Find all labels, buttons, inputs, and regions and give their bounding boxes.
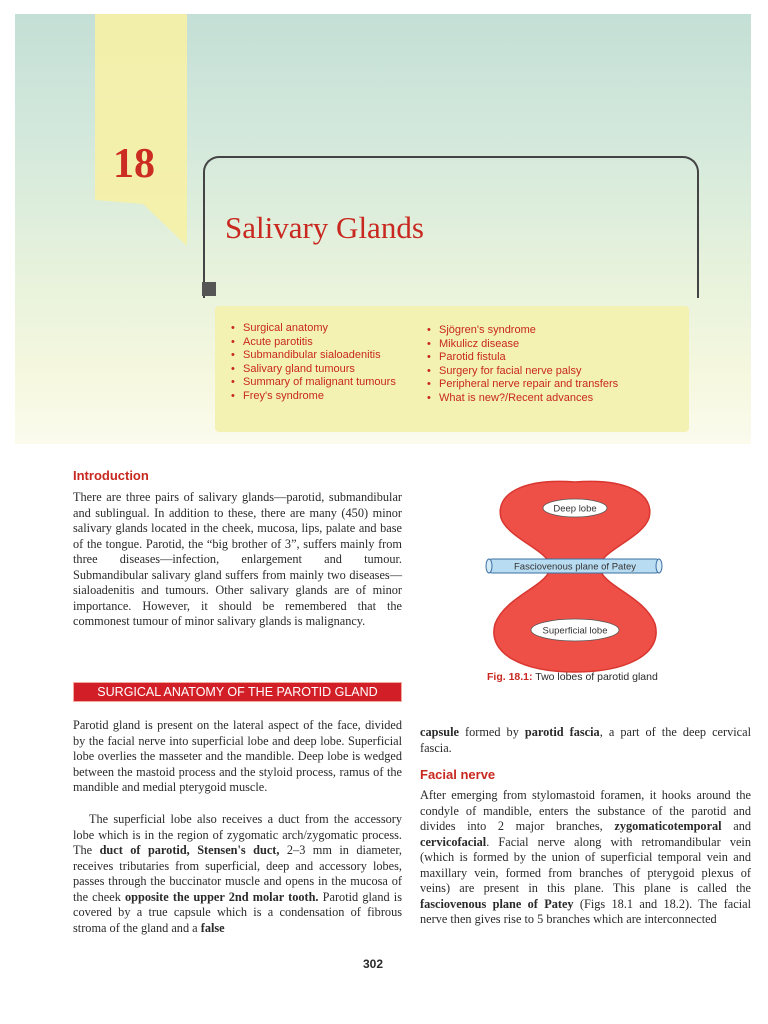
facial-nerve-paragraph: After emerging from stylomastoid foramen, it hooks around the condyle of mandible, enters the substance of the parotid and divides into 2 major branches, zygomaticotemporal and cervicofacial. Facial nerve along with retromandibular vein (which is formed by the union of superficial temporal vein and maxillary vein, formed from branches of pterygoid plexus of veins) are present in this plane. This plane is called the fasciovenous plane of Patey (Figs 18.1 and 18.2). The facial nerve then gives rise to 5 branches which are interconnected	[420, 788, 751, 926]
section-banner	[73, 682, 402, 702]
contents-item: • Acute parotitis	[231, 336, 396, 350]
deep-lobe-label: Deep lobe	[553, 503, 597, 515]
contents-item: • Mikulicz disease	[427, 338, 618, 352]
superficial-lobe-label: Superficial lobe	[542, 625, 608, 637]
chapter-title: Salivary Glands	[225, 210, 424, 245]
contents-item: • Frey's syndrome	[231, 390, 396, 404]
introduction-heading: Introduction	[73, 468, 149, 483]
parotid-lobes-figure	[477, 476, 673, 676]
anatomy-paragraph-continued: capsule formed by parotid fascia, a part of the deep cervical fascia.	[420, 725, 752, 755]
contents-list-left	[231, 322, 396, 404]
chapter-contents-box	[215, 306, 689, 432]
contents-item: • Submandibular sialoadenitis	[231, 349, 396, 363]
anatomy-paragraph-1: Parotid gland is present on the lateral aspect of the face, divided by the facial nerve into superficial lobe and deep lobe. Superficial lobe overlies the masseter and the mandible. Deep lobe is wedged between the mastoid process and the styloid process, ramus of the mandible and medial pterygoid muscle.	[73, 718, 402, 794]
figure-caption-number: Fig. 18.1:	[487, 671, 533, 683]
section-banner-label: SURGICAL ANATOMY OF THE PAROTID GLAND	[97, 685, 378, 699]
chapter-tab	[95, 14, 187, 246]
frame-marker	[202, 282, 216, 296]
contents-item: • Salivary gland tumours	[231, 363, 396, 377]
page-number: 302	[363, 957, 384, 971]
contents-item: • Sjögren's syndrome	[427, 324, 618, 338]
figure-caption-text: Two lobes of parotid gland	[535, 671, 658, 683]
contents-list-right	[427, 324, 618, 406]
deep-lobe-shape	[500, 481, 650, 562]
introduction-paragraph: There are three pairs of salivary glands—parotid, submandibular and sublingual. In addition to these, there are many (450) minor salivary glands located in the cheek, mucosa, lips, palate and base of the tongue. Parotid, the “big brother of 3”, suffers mainly from three diseases—infection, enlargement and tumour. Submandibular salivary gland suffers from mainly two diseases—sialoadenitis and tumours. Other salivary glands are of minor importance. However, it should be remembered that the commonest tumour of minor salivary glands is malignancy.	[73, 490, 402, 628]
contents-item: • Surgery for facial nerve palsy	[427, 365, 618, 379]
figure-caption	[487, 671, 658, 683]
book-page	[15, 14, 751, 1024]
contents-item: • Surgical anatomy	[231, 322, 396, 336]
contents-item: • Summary of malignant tumours	[231, 376, 396, 390]
anatomy-paragraph-2: The superficial lobe also receives a duct from the accessory lobe which is in the region of zygomatic arch/zygomatic process. The duct of parotid, Stensen's duct, 2–3 mm in diameter, receives tributaries from superficial, deep and accessory lobes, passes through the buccinator muscle and opens in the mucosa of the cheek opposite the upper 2nd molar tooth. Parotid gland is covered by a true capsule which is a condensation of fibrous stroma of the gland and a false	[73, 812, 402, 935]
facial-nerve-heading: Facial nerve	[420, 767, 496, 782]
contents-item: • Parotid fistula	[427, 351, 618, 365]
chapter-number: 18	[113, 141, 155, 187]
contents-item: • What is new?/Recent advances	[427, 392, 618, 406]
fascia-plane-label: Fasciovenous plane of Patey	[514, 561, 636, 573]
contents-item: • Peripheral nerve repair and transfers	[427, 378, 618, 392]
